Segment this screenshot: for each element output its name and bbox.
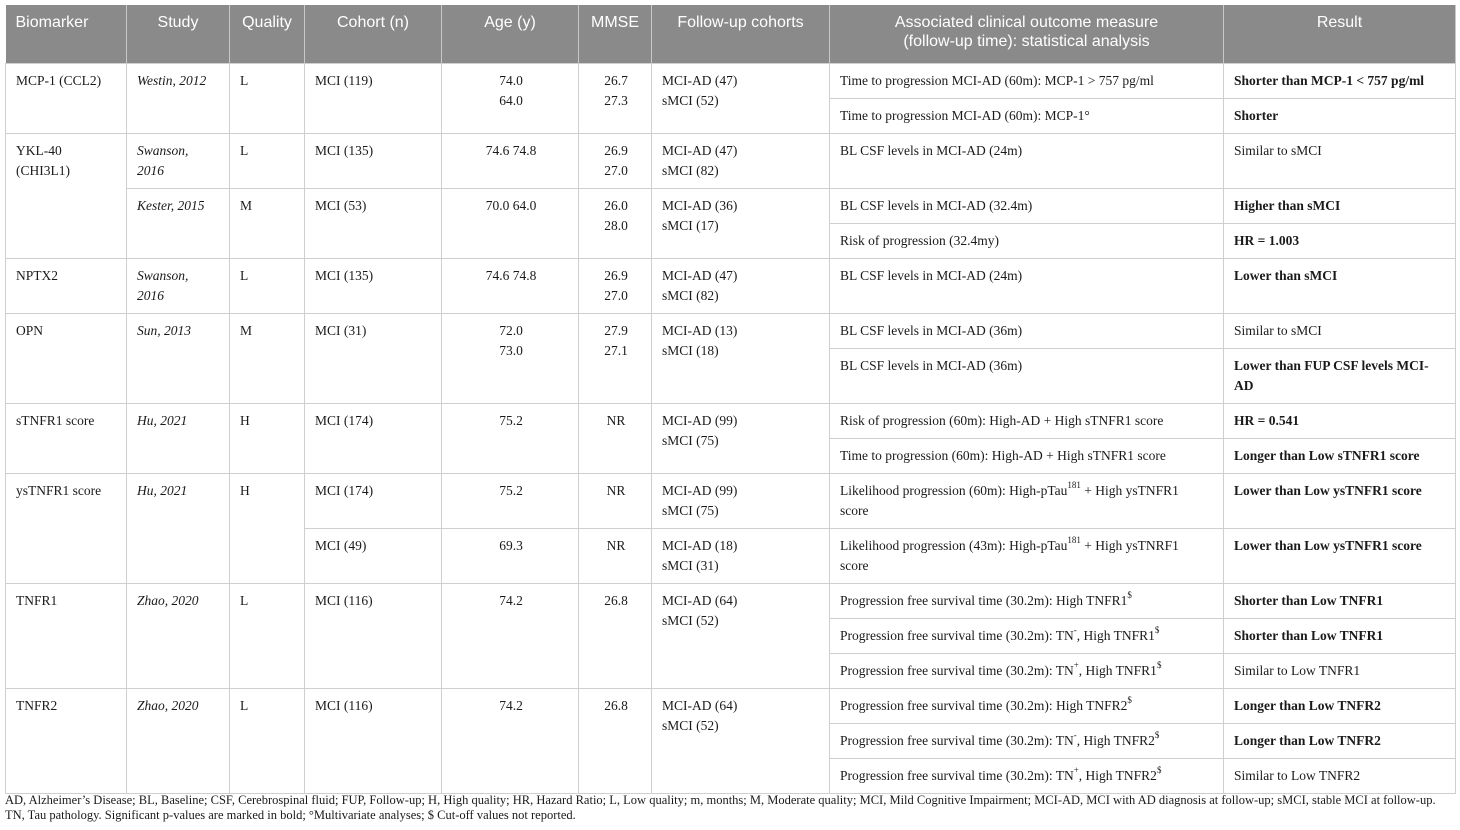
cohort-cell: MCI (49) xyxy=(305,528,442,583)
outcome-cell: Progression free survival time (30.2m): High TNFR1$ xyxy=(830,583,1224,618)
mmse-cell: NR xyxy=(579,403,652,473)
biomarker-cell: sTNFR1 score xyxy=(6,403,127,473)
outcome-cell: BL CSF levels in MCI-AD (36m) xyxy=(830,313,1224,348)
followup-cell: MCI-AD (47) sMCI (82) xyxy=(652,258,830,313)
age-cell: 75.2 xyxy=(442,403,579,473)
mmse-cell: 26.8 xyxy=(579,688,652,793)
outcome-cell: BL CSF levels in MCI-AD (32.4m) xyxy=(830,188,1224,223)
biomarker-cell: NPTX2 xyxy=(6,258,127,313)
followup-cell: MCI-AD (64) sMCI (52) xyxy=(652,688,830,793)
header-result: Result xyxy=(1224,5,1456,63)
quality-cell: L xyxy=(230,63,305,133)
followup-cell: MCI-AD (99) sMCI (75) xyxy=(652,473,830,528)
table-row xyxy=(6,133,1456,188)
mmse-cell: NR xyxy=(579,473,652,528)
mmse-cell: 26.7 27.3 xyxy=(579,63,652,133)
cohort-cell: MCI (116) xyxy=(305,688,442,793)
header-followup: Follow-up cohorts xyxy=(652,5,830,63)
biomarker-cell: TNFR2 xyxy=(6,688,127,793)
result-cell: HR = 0.541 xyxy=(1224,403,1456,438)
quality-cell: M xyxy=(230,188,305,258)
result-cell: Higher than sMCI xyxy=(1224,188,1456,223)
age-cell: 70.0 64.0 xyxy=(442,188,579,258)
biomarker-cell: ysTNFR1 score xyxy=(6,473,127,583)
result-cell: Lower than sMCI xyxy=(1224,258,1456,313)
cohort-cell: MCI (119) xyxy=(305,63,442,133)
result-cell: Similar to sMCI xyxy=(1224,313,1456,348)
result-cell: Shorter than Low TNFR1 xyxy=(1224,618,1456,653)
cohort-cell: MCI (31) xyxy=(305,313,442,403)
result-cell: Shorter xyxy=(1224,98,1456,133)
result-cell: Lower than Low ysTNFR1 score xyxy=(1224,528,1456,583)
header-outcome: Associated clinical outcome measure (follow-up time): statistical analysis xyxy=(830,5,1224,63)
outcome-cell: Risk of progression (32.4my) xyxy=(830,223,1224,258)
biomarker-cell: YKL-40 (CHI3L1) xyxy=(6,133,127,258)
quality-cell: L xyxy=(230,583,305,688)
cohort-cell: MCI (135) xyxy=(305,258,442,313)
followup-cell: MCI-AD (64) sMCI (52) xyxy=(652,583,830,688)
outcome-cell: Time to progression MCI-AD (60m): MCP-1° xyxy=(830,98,1224,133)
outcome-cell: BL CSF levels in MCI-AD (24m) xyxy=(830,133,1224,188)
study-cell: Swanson, 2016 xyxy=(127,258,230,313)
table-row xyxy=(6,473,1456,528)
study-cell: Zhao, 2020 xyxy=(127,688,230,793)
biomarker-cell: TNFR1 xyxy=(6,583,127,688)
biomarker-cell: MCP-1 (CCL2) xyxy=(6,63,127,133)
table-row xyxy=(6,688,1456,723)
header-cohort: Cohort (n) xyxy=(305,5,442,63)
table-row xyxy=(6,403,1456,438)
outcome-cell: Progression free survival time (30.2m): High TNFR2$ xyxy=(830,688,1224,723)
age-cell: 75.2 xyxy=(442,473,579,528)
outcome-cell: Progression free survival time (30.2m): TN-, High TNFR1$ xyxy=(830,618,1224,653)
quality-cell: H xyxy=(230,473,305,583)
followup-cell: MCI-AD (18) sMCI (31) xyxy=(652,528,830,583)
outcome-cell: Time to progression (60m): High-AD + High sTNFR1 score xyxy=(830,438,1224,473)
outcome-cell: Likelihood progression (43m): High-pTau$^{181}$ + High ysTNRF1 score xyxy=(830,528,1224,583)
quality-cell: L xyxy=(230,133,305,188)
study-cell: Zhao, 2020 xyxy=(127,583,230,688)
mmse-cell: NR xyxy=(579,528,652,583)
result-cell: Longer than Low TNFR2 xyxy=(1224,723,1456,758)
result-cell: Similar to sMCI xyxy=(1224,133,1456,188)
study-cell: Sun, 2013 xyxy=(127,313,230,403)
result-cell: Similar to Low TNFR2 xyxy=(1224,758,1456,793)
header-row xyxy=(6,5,1456,63)
table-row xyxy=(6,583,1456,618)
header-study: Study xyxy=(127,5,230,63)
followup-cell: MCI-AD (99) sMCI (75) xyxy=(652,403,830,473)
result-cell: Lower than FUP CSF levels MCI- AD xyxy=(1224,348,1456,403)
study-cell: Westin, 2012 xyxy=(127,63,230,133)
study-cell: Kester, 2015 xyxy=(127,188,230,258)
quality-cell: H xyxy=(230,403,305,473)
followup-cell: MCI-AD (36) sMCI (17) xyxy=(652,188,830,258)
age-cell: 74.0 64.0 xyxy=(442,63,579,133)
outcome-cell: BL CSF levels in MCI-AD (36m) xyxy=(830,348,1224,403)
cohort-cell: MCI (174) xyxy=(305,403,442,473)
cohort-cell: MCI (135) xyxy=(305,133,442,188)
quality-cell: L xyxy=(230,258,305,313)
study-cell: Hu, 2021 xyxy=(127,403,230,473)
followup-cell: MCI-AD (47) sMCI (52) xyxy=(652,63,830,133)
table-body xyxy=(6,63,1456,793)
age-cell: 74.6 74.8 xyxy=(442,258,579,313)
table-footnote: AD, Alzheimer’s Disease; BL, Baseline; CSF, Cerebrospinal fluid; FUP, Follow-up; H, High quality; HR, Hazard Ratio; L, Low quality; m, months; M, Moderate quality; MCI, Mild Cognitive Impairment; MCI-AD, MCI with AD diagnosis at follow-up; sMCI, stable MCI at follow-up. TN, Tau pathology. Significant p-values are marked in bold; °Multivariate analyses; $ Cut-off values not reported. xyxy=(5,793,1436,822)
result-cell: Similar to Low TNFR1 xyxy=(1224,653,1456,688)
followup-cell: MCI-AD (47) sMCI (82) xyxy=(652,133,830,188)
result-cell: Longer than Low sTNFR1 score xyxy=(1224,438,1456,473)
result-cell: Longer than Low TNFR2 xyxy=(1224,688,1456,723)
table-row xyxy=(6,63,1456,98)
table-row xyxy=(6,258,1456,313)
study-cell: Hu, 2021 xyxy=(127,473,230,583)
cohort-cell: MCI (174) xyxy=(305,473,442,528)
outcome-cell: Progression free survival time (30.2m): TN-, High TNFR2$ xyxy=(830,723,1224,758)
cohort-cell: MCI (53) xyxy=(305,188,442,258)
outcome-cell: Risk of progression (60m): High-AD + High sTNFR1 score xyxy=(830,403,1224,438)
mmse-cell: 26.9 27.0 xyxy=(579,133,652,188)
cohort-cell: MCI (116) xyxy=(305,583,442,688)
mmse-cell: 26.0 28.0 xyxy=(579,188,652,258)
mmse-cell: 27.9 27.1 xyxy=(579,313,652,403)
followup-cell: MCI-AD (13) sMCI (18) xyxy=(652,313,830,403)
outcome-cell: Likelihood progression (60m): High-pTau$^{181}$ + High ysTNFR1 score xyxy=(830,473,1224,528)
age-cell: 72.0 73.0 xyxy=(442,313,579,403)
age-cell: 74.2 xyxy=(442,583,579,688)
biomarker-cell: OPN xyxy=(6,313,127,403)
result-cell: Shorter than Low TNFR1 xyxy=(1224,583,1456,618)
outcome-cell: BL CSF levels in MCI-AD (24m) xyxy=(830,258,1224,313)
result-cell: Shorter than MCP-1 < 757 pg/ml xyxy=(1224,63,1456,98)
result-cell: Lower than Low ysTNFR1 score xyxy=(1224,473,1456,528)
mmse-cell: 26.8 xyxy=(579,583,652,688)
study-cell: Swanson, 2016 xyxy=(127,133,230,188)
quality-cell: L xyxy=(230,688,305,793)
age-cell: 74.6 74.8 xyxy=(442,133,579,188)
result-cell: HR = 1.003 xyxy=(1224,223,1456,258)
header-quality: Quality xyxy=(230,5,305,63)
age-cell: 74.2 xyxy=(442,688,579,793)
header-mmse: MMSE xyxy=(579,5,652,63)
header-age: Age (y) xyxy=(442,5,579,63)
table-row xyxy=(6,188,1456,223)
outcome-cell: Time to progression MCI-AD (60m): MCP-1 > 757 pg/ml xyxy=(830,63,1224,98)
mmse-cell: 26.9 27.0 xyxy=(579,258,652,313)
header-biomarker: Biomarker xyxy=(6,5,127,63)
age-cell: 69.3 xyxy=(442,528,579,583)
outcome-cell: Progression free survival time (30.2m): TN+, High TNFR2$ xyxy=(830,758,1224,793)
quality-cell: M xyxy=(230,313,305,403)
table-row xyxy=(6,313,1456,348)
biomarker-table xyxy=(5,5,1456,794)
outcome-cell: Progression free survival time (30.2m): TN+, High TNFR1$ xyxy=(830,653,1224,688)
